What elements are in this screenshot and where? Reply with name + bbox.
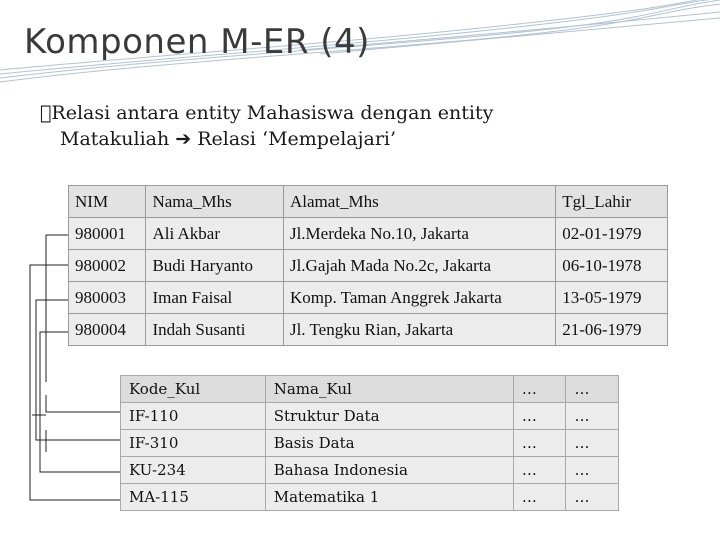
matakuliah-cell: … (513, 430, 566, 457)
matakuliah-table (120, 375, 619, 511)
mahasiswa-header-cell: Tgl_Lahir (556, 186, 668, 218)
connector-line (46, 395, 120, 412)
mahasiswa-cell: 06-10-1978 (556, 250, 668, 282)
mahasiswa-header-cell: Nama_Mhs (146, 186, 283, 218)
table-row (121, 457, 619, 484)
matakuliah-header-cell: Kode_Kul (121, 376, 266, 403)
bullet-line-1: Relasi antara entity Mahasiswa dengan entity (51, 102, 494, 124)
table-row (121, 484, 619, 511)
table-row (69, 282, 668, 314)
matakuliah-cell: … (513, 484, 566, 511)
mahasiswa-cell: Jl.Merdeka No.10, Jakarta (283, 218, 555, 250)
mahasiswa-cell: 21-06-1979 (556, 314, 668, 346)
mahasiswa-table (68, 185, 668, 346)
matakuliah-cell: IF-110 (121, 403, 266, 430)
mahasiswa-cell: 980001 (69, 218, 146, 250)
matakuliah-cell: Struktur Data (265, 403, 513, 430)
mahasiswa-cell: 13-05-1979 (556, 282, 668, 314)
matakuliah-cell: … (566, 430, 619, 457)
mahasiswa-cell: 02-01-1979 (556, 218, 668, 250)
matakuliah-header-row (121, 376, 619, 403)
matakuliah-cell: … (513, 403, 566, 430)
mahasiswa-cell: Jl. Tengku Rian, Jakarta (283, 314, 555, 346)
mahasiswa-cell: Komp. Taman Anggrek Jakarta (283, 282, 555, 314)
matakuliah-cell: MA-115 (121, 484, 266, 511)
mahasiswa-cell: 980002 (69, 250, 146, 282)
matakuliah-header-cell: … (566, 376, 619, 403)
mahasiswa-cell: Budi Haryanto (146, 250, 283, 282)
matakuliah-cell: … (566, 457, 619, 484)
bullet-line-2: Matakuliah ➔ Relasi ‘Mempelajari’ (60, 128, 397, 150)
matakuliah-cell: … (566, 484, 619, 511)
connector-line (46, 235, 68, 382)
mahasiswa-header-cell: Alamat_Mhs (283, 186, 555, 218)
matakuliah-cell: IF-310 (121, 430, 266, 457)
matakuliah-cell: Basis Data (265, 430, 513, 457)
mahasiswa-header-row (69, 186, 668, 218)
table-row (121, 430, 619, 457)
matakuliah-cell: Matematika 1 (265, 484, 513, 511)
mahasiswa-cell: 980003 (69, 282, 146, 314)
table-row (69, 218, 668, 250)
mahasiswa-header-cell: NIM (69, 186, 146, 218)
table-row (69, 250, 668, 282)
mahasiswa-cell: Ali Akbar (146, 218, 283, 250)
mahasiswa-cell: Jl.Gajah Mada No.2c, Jakarta (283, 250, 555, 282)
matakuliah-cell: Bahasa Indonesia (265, 457, 513, 484)
mahasiswa-cell: 980004 (69, 314, 146, 346)
table-row (69, 314, 668, 346)
matakuliah-header-cell: … (513, 376, 566, 403)
bullet-text (40, 100, 680, 152)
matakuliah-header-cell: Nama_Kul (265, 376, 513, 403)
page-title: Komponen M-ER (4) (24, 22, 370, 62)
matakuliah-cell: KU-234 (121, 457, 266, 484)
bullet-mark:   (40, 102, 52, 124)
table-row (121, 403, 619, 430)
matakuliah-cell: … (513, 457, 566, 484)
matakuliah-cell: … (566, 403, 619, 430)
mahasiswa-cell: Iman Faisal (146, 282, 283, 314)
connector-line (40, 332, 120, 472)
mahasiswa-cell: Indah Susanti (146, 314, 283, 346)
